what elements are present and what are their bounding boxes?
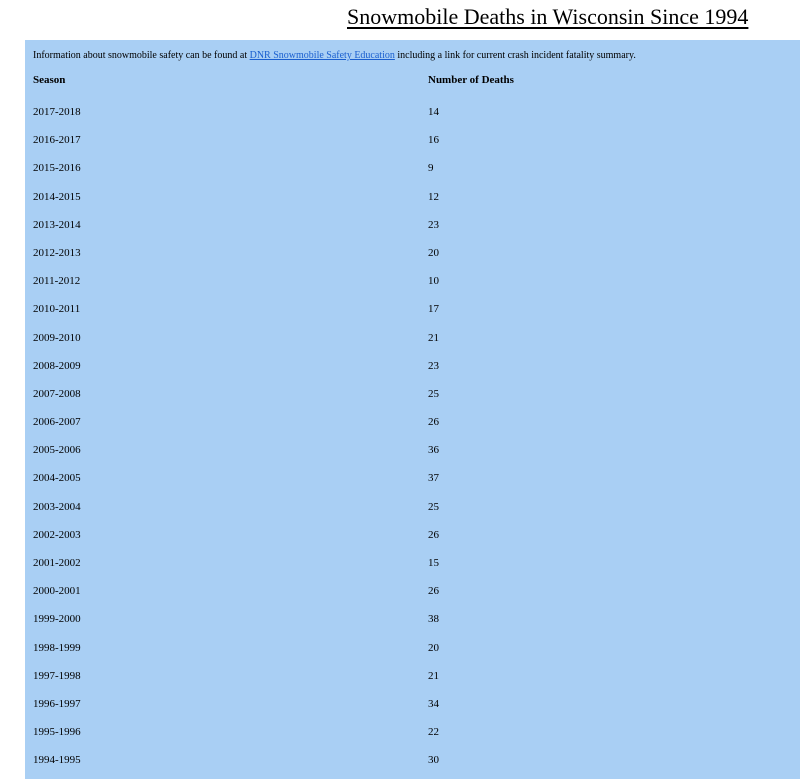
table-row [33,354,793,382]
season-cell: 2006-2007 [33,416,81,429]
deaths-cell: 26 [428,585,439,598]
deaths-cell: 16 [428,134,439,147]
intro-text [33,50,636,61]
deaths-cell: 30 [428,754,439,767]
season-cell: 2005-2006 [33,444,81,457]
table-row [33,466,793,494]
table-row [33,213,793,241]
season-cell: 1994-1995 [33,754,81,767]
deaths-cell: 14 [428,106,439,118]
deaths-cell: 15 [428,557,439,569]
table-row [33,664,793,692]
table-row [33,607,793,635]
deaths-cell: 21 [428,331,439,344]
season-cell: 2001-2002 [33,557,81,569]
table-row [33,382,793,410]
season-cell: 2008-2009 [33,359,81,372]
season-cell: 2004-2005 [33,472,81,485]
season-cell: 2011-2012 [33,275,81,288]
deaths-cell: 38 [428,613,439,626]
deaths-cell: 21 [428,669,439,682]
title-area [0,0,800,40]
table-body [33,100,793,777]
deaths-cell: 26 [428,416,439,429]
table-row [33,438,793,466]
deaths-cell: 20 [428,246,439,259]
season-cell: 2013-2014 [33,218,81,231]
season-cell: 1996-1997 [33,697,81,710]
deaths-cell: 12 [428,190,439,203]
deaths-cell: 23 [428,218,439,231]
deaths-cell: 26 [428,528,439,541]
table-row [33,495,793,523]
table-row [33,128,793,156]
deaths-cell: 37 [428,472,439,485]
intro-text-before: Information about snowmobile safety can be found at [33,50,250,61]
deaths-cell: 23 [428,359,439,372]
table-row [33,156,793,184]
table-row [33,269,793,297]
deaths-cell: 34 [428,697,439,710]
season-cell: 2016-2017 [33,134,81,147]
season-column-header: Season [33,74,66,86]
table-row [33,410,793,438]
deaths-cell: 36 [428,444,439,457]
season-cell: 1999-2000 [33,613,81,626]
season-cell: 2000-2001 [33,585,81,598]
season-cell: 2010-2011 [33,303,81,316]
season-cell: 2012-2013 [33,246,81,259]
season-cell: 2007-2008 [33,387,81,400]
deaths-cell: 20 [428,641,439,654]
table-header-row [33,68,793,94]
season-cell: 2015-2016 [33,162,81,175]
dnr-safety-education-link[interactable]: DNR Snowmobile Safety Education [249,50,395,61]
table-row [33,297,793,325]
table-row [33,523,793,551]
table-row [33,326,793,354]
table-row [33,579,793,607]
table-row [33,692,793,720]
season-cell: 2014-2015 [33,190,81,203]
table-row [33,720,793,748]
season-cell: 2017-2018 [33,106,81,118]
intro-text-after: including a link for current crash incident fatality summary. [394,50,636,61]
deaths-table [33,74,793,777]
deaths-cell: 17 [428,303,439,316]
season-cell: 1995-1996 [33,726,81,739]
season-cell: 2002-2003 [33,528,81,541]
deaths-cell: 9 [428,162,434,175]
season-cell: 2003-2004 [33,500,81,513]
deaths-column-header: Number of Deaths [428,74,514,86]
table-row [33,185,793,213]
season-cell: 1998-1999 [33,641,81,654]
deaths-cell: 25 [428,387,439,400]
table-row [33,636,793,664]
deaths-cell: 22 [428,726,439,739]
deaths-cell: 25 [428,500,439,513]
page-title: Snowmobile Deaths in Wisconsin Since 1994 [347,4,749,29]
deaths-cell: 10 [428,275,439,288]
table-row [33,100,793,128]
season-cell: 1997-1998 [33,669,81,682]
table-row [33,551,793,579]
table-row [33,748,793,776]
content-panel [25,40,800,779]
table-row [33,241,793,269]
season-cell: 2009-2010 [33,331,81,344]
